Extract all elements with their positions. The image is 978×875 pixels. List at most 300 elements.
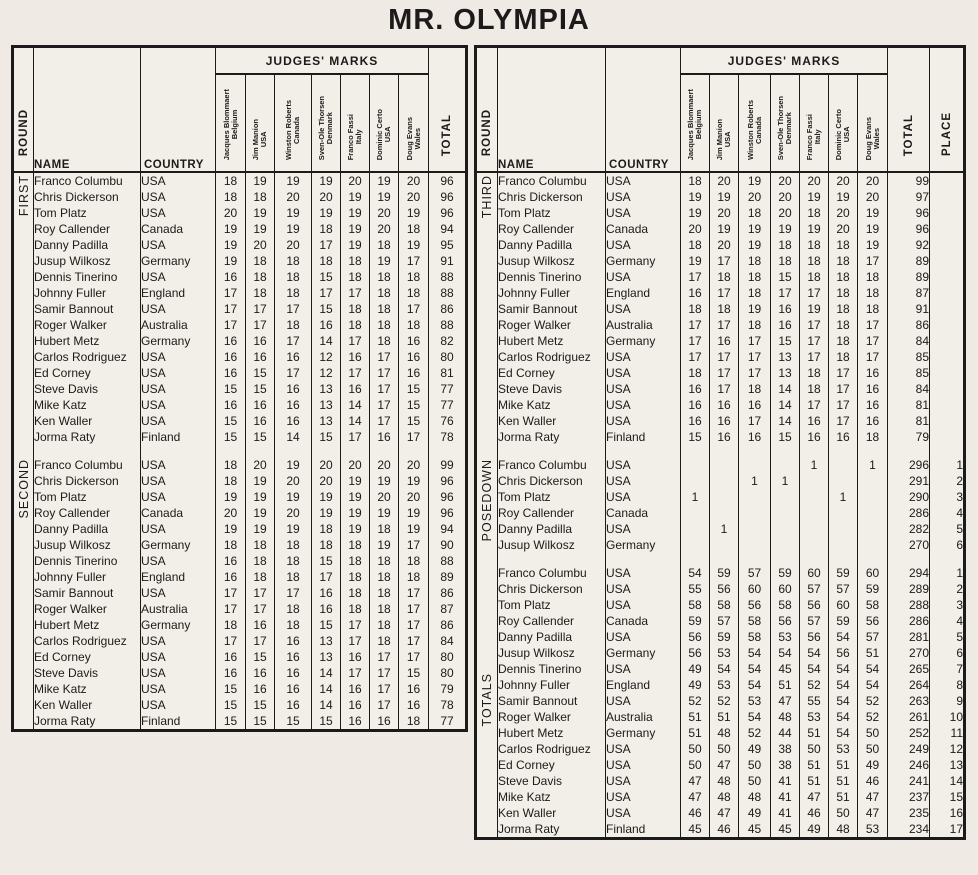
- total-score: 290: [888, 489, 930, 505]
- judge-mark: 16: [341, 697, 370, 713]
- judge-mark: 16: [771, 317, 800, 333]
- judge-header: [681, 74, 710, 172]
- judge-mark: 17: [216, 317, 246, 333]
- judge-mark: 54: [829, 709, 858, 725]
- judge-mark: 54: [800, 661, 829, 677]
- judge-mark: [800, 473, 829, 489]
- judge-mark: 16: [312, 601, 341, 617]
- judge-mark: 17: [399, 253, 429, 269]
- judge-mark: 20: [246, 457, 275, 473]
- judge-mark: 50: [710, 741, 739, 757]
- competitor-name: Carlos Rodriguez: [498, 741, 606, 757]
- total-score: 264: [888, 677, 930, 693]
- judge-mark: 19: [800, 221, 829, 237]
- judge-mark: 18: [370, 285, 399, 301]
- table-row: [13, 237, 467, 253]
- competitor-name: Carlos Rodriguez: [34, 633, 141, 649]
- table-row: [13, 317, 467, 333]
- competitor-country: Germany: [141, 253, 216, 269]
- judge-mark: 15: [216, 713, 246, 731]
- judge-mark: 50: [681, 741, 710, 757]
- judge-country: Italy: [813, 129, 822, 145]
- judge-mark: 14: [771, 413, 800, 429]
- judge-label: [687, 89, 703, 160]
- judge-label: [406, 117, 422, 160]
- country-header: COUNTRY: [141, 47, 216, 173]
- section-gap: [13, 445, 467, 457]
- judge-mark: 20: [275, 505, 312, 521]
- competitor-name: Ed Corney: [34, 365, 141, 381]
- judge-mark: 59: [710, 629, 739, 645]
- judge-label: [835, 109, 851, 160]
- competitor-country: Germany: [141, 617, 216, 633]
- judge-mark: 59: [858, 581, 888, 597]
- judge-mark: 18: [710, 301, 739, 317]
- judge-header: [370, 74, 399, 172]
- judge-mark: 1: [771, 473, 800, 489]
- judge-mark: [710, 489, 739, 505]
- judge-mark: 16: [275, 349, 312, 365]
- judge-mark: 19: [370, 473, 399, 489]
- judge-mark: [681, 473, 710, 489]
- place: 2: [930, 473, 965, 489]
- judge-mark: 19: [275, 205, 312, 221]
- judge-mark: 52: [858, 693, 888, 709]
- judge-mark: 18: [216, 172, 246, 189]
- total-score: 81: [429, 365, 467, 381]
- judge-mark: 16: [275, 665, 312, 681]
- table-row: [13, 665, 467, 681]
- competitor-name: Roy Callender: [34, 221, 141, 237]
- total-score: 86: [429, 585, 467, 601]
- table-row: [13, 365, 467, 381]
- judge-mark: 49: [858, 757, 888, 773]
- judge-mark: 18: [275, 601, 312, 617]
- total-score: 88: [429, 317, 467, 333]
- judge-mark: 17: [275, 301, 312, 317]
- judge-mark: 16: [858, 397, 888, 413]
- total-score: 77: [429, 713, 467, 731]
- total-score: 82: [429, 333, 467, 349]
- judge-mark: 19: [800, 301, 829, 317]
- judge-mark: 51: [829, 789, 858, 805]
- round-label-first: FIRST: [16, 175, 31, 217]
- competitor-name: Chris Dickerson: [498, 473, 606, 489]
- table-row: [476, 521, 965, 537]
- judge-mark: 54: [829, 677, 858, 693]
- judge-label: [806, 114, 822, 160]
- judge-mark: 15: [216, 381, 246, 397]
- table-row: [476, 489, 965, 505]
- place: 17: [930, 821, 965, 839]
- total-score: 265: [888, 661, 930, 677]
- judge-mark: 17: [399, 585, 429, 601]
- competitor-name: Hubert Metz: [34, 617, 141, 633]
- judge-mark: 16: [399, 697, 429, 713]
- judge-mark: 20: [370, 457, 399, 473]
- competitor-name: Mike Katz: [34, 681, 141, 697]
- table-row: [13, 585, 467, 601]
- judge-mark: 20: [399, 457, 429, 473]
- table-row: [476, 613, 965, 629]
- competitor-country: USA: [141, 585, 216, 601]
- judge-mark: 17: [681, 333, 710, 349]
- table-row: [13, 537, 467, 553]
- table-row: [13, 553, 467, 569]
- total-score: 95: [429, 237, 467, 253]
- competitor-name: Mike Katz: [498, 789, 606, 805]
- place: 4: [930, 505, 965, 521]
- judge-mark: 18: [341, 569, 370, 585]
- judge-mark: 17: [216, 285, 246, 301]
- table-row: [476, 473, 965, 489]
- judge-name: Doug Evans: [863, 116, 873, 160]
- judge-mark: 17: [216, 301, 246, 317]
- judge-mark: 19: [312, 505, 341, 521]
- judge-mark: [829, 473, 858, 489]
- judge-name: Winston Roberts: [745, 100, 755, 160]
- table-row: [13, 189, 467, 205]
- competitor-name: Johnny Fuller: [34, 285, 141, 301]
- competitor-country: USA: [141, 349, 216, 365]
- competitor-name: Roy Callender: [498, 221, 606, 237]
- judge-mark: 14: [341, 397, 370, 413]
- table-row: [476, 253, 965, 269]
- judge-mark: 16: [341, 649, 370, 665]
- judge-mark: 56: [739, 597, 771, 613]
- competitor-country: USA: [606, 805, 681, 821]
- judge-mark: 17: [739, 413, 771, 429]
- judge-mark: 16: [246, 333, 275, 349]
- judge-mark: 18: [370, 301, 399, 317]
- judge-mark: 54: [829, 629, 858, 645]
- judge-mark: 20: [370, 489, 399, 505]
- judge-mark: 19: [216, 237, 246, 253]
- judge-mark: [771, 537, 800, 553]
- judge-mark: 19: [216, 521, 246, 537]
- competitor-country: USA: [606, 629, 681, 645]
- total-score: 96: [888, 205, 930, 221]
- judge-country: Belgium: [229, 109, 239, 140]
- total-score: 234: [888, 821, 930, 839]
- judge-mark: 17: [771, 285, 800, 301]
- judge-mark: 18: [341, 301, 370, 317]
- judge-mark: 19: [341, 473, 370, 489]
- judge-mark: [739, 457, 771, 473]
- judge-mark: 18: [800, 365, 829, 381]
- competitor-country: USA: [606, 597, 681, 613]
- judge-mark: 18: [399, 713, 429, 731]
- competitor-name: Tom Platz: [498, 489, 606, 505]
- table-row: [13, 713, 467, 731]
- judge-mark: 38: [771, 741, 800, 757]
- competitor-name: Chris Dickerson: [34, 189, 141, 205]
- total-score: 96: [429, 189, 467, 205]
- judge-mark: 58: [681, 597, 710, 613]
- judge-mark: 47: [681, 773, 710, 789]
- judge-mark: 49: [681, 677, 710, 693]
- table-row: [13, 172, 467, 189]
- judge-mark: 18: [341, 553, 370, 569]
- judge-mark: 18: [216, 617, 246, 633]
- competitor-country: Canada: [606, 221, 681, 237]
- judge-mark: 18: [370, 633, 399, 649]
- place: [930, 349, 965, 365]
- competitor-name: Roger Walker: [498, 317, 606, 333]
- table-row: [13, 429, 467, 445]
- total-score: 286: [888, 613, 930, 629]
- judge-mark: 17: [312, 285, 341, 301]
- judge-mark: 15: [771, 429, 800, 445]
- judge-mark: 17: [399, 601, 429, 617]
- judge-mark: 19: [275, 489, 312, 505]
- judge-mark: 16: [216, 553, 246, 569]
- judge-mark: 15: [399, 665, 429, 681]
- judge-mark: 16: [739, 397, 771, 413]
- judge-mark: 18: [739, 317, 771, 333]
- place-header: PLACE: [930, 47, 965, 173]
- name-header: NAME: [34, 47, 141, 173]
- table-row: [13, 617, 467, 633]
- judge-mark: 17: [399, 301, 429, 317]
- total-score: 96: [429, 473, 467, 489]
- judge-name: Jim Manion: [251, 118, 260, 160]
- competitor-name: Jorma Raty: [498, 821, 606, 839]
- judge-mark: 48: [710, 725, 739, 741]
- judge-mark: 19: [739, 221, 771, 237]
- judge-mark: 16: [341, 381, 370, 397]
- judge-mark: 15: [246, 381, 275, 397]
- round-label-totals: TOTALS: [480, 673, 494, 727]
- table-row: [476, 581, 965, 597]
- judge-mark: 19: [370, 253, 399, 269]
- round-label-second: SECOND: [16, 459, 31, 519]
- judge-mark: 53: [858, 821, 888, 839]
- judge-mark: 56: [800, 597, 829, 613]
- place: 11: [930, 725, 965, 741]
- competitor-country: Canada: [141, 221, 216, 237]
- competitor-country: USA: [141, 189, 216, 205]
- judge-mark: 53: [739, 693, 771, 709]
- judge-mark: 53: [710, 677, 739, 693]
- judge-mark: 52: [710, 693, 739, 709]
- competitor-name: Jorma Raty: [34, 429, 141, 445]
- judge-mark: 17: [370, 681, 399, 697]
- judge-mark: 14: [312, 681, 341, 697]
- judge-mark: [771, 457, 800, 473]
- table-row: [476, 565, 965, 581]
- judge-mark: 19: [829, 189, 858, 205]
- judge-mark: 17: [800, 349, 829, 365]
- judge-mark: 54: [739, 677, 771, 693]
- judge-mark: 18: [246, 553, 275, 569]
- judge-mark: 15: [275, 713, 312, 731]
- competitor-name: Dennis Tinerino: [498, 269, 606, 285]
- judge-label: [347, 114, 363, 160]
- judge-mark: 17: [246, 601, 275, 617]
- place: [930, 301, 965, 317]
- judge-mark: 15: [399, 413, 429, 429]
- total-score: 88: [429, 269, 467, 285]
- judge-mark: 1: [710, 521, 739, 537]
- judge-mark: 18: [829, 349, 858, 365]
- competitor-country: USA: [141, 413, 216, 429]
- competitor-name: Mike Katz: [498, 397, 606, 413]
- total-score: 76: [429, 413, 467, 429]
- judge-mark: 19: [370, 189, 399, 205]
- competitor-name: Jusup Wilkosz: [498, 253, 606, 269]
- judge-mark: 18: [739, 285, 771, 301]
- judge-mark: [829, 457, 858, 473]
- judge-mark: 15: [246, 713, 275, 731]
- total-score: 79: [429, 681, 467, 697]
- competitor-country: USA: [141, 269, 216, 285]
- judge-header: [341, 74, 370, 172]
- total-score: 90: [429, 537, 467, 553]
- judge-name: Doug Evans: [404, 116, 414, 160]
- table-row: [476, 677, 965, 693]
- place: 1: [930, 565, 965, 581]
- table-row: [13, 505, 467, 521]
- judge-mark: 16: [341, 713, 370, 731]
- competitor-name: Jorma Raty: [498, 429, 606, 445]
- competitor-country: USA: [141, 553, 216, 569]
- competitor-name: Carlos Rodriguez: [498, 349, 606, 365]
- judge-mark: 46: [800, 805, 829, 821]
- judge-name: Sven-Ole Thorsen: [317, 95, 326, 160]
- judge-name: Jacques Blommaert: [221, 88, 231, 160]
- judge-mark: 18: [370, 585, 399, 601]
- judge-mark: 17: [710, 349, 739, 365]
- judge-mark: 1: [800, 457, 829, 473]
- competitor-country: USA: [606, 205, 681, 221]
- competitor-country: USA: [606, 565, 681, 581]
- place: [930, 189, 965, 205]
- judge-mark: 51: [771, 677, 800, 693]
- total-score: 86: [888, 317, 930, 333]
- judge-mark: 16: [710, 429, 739, 445]
- judge-mark: 15: [312, 617, 341, 633]
- competitor-name: Samir Bannout: [498, 693, 606, 709]
- competitor-name: Jusup Wilkosz: [498, 537, 606, 553]
- total-score: 235: [888, 805, 930, 821]
- judge-mark: [800, 489, 829, 505]
- total-score: 85: [888, 365, 930, 381]
- judge-mark: 14: [771, 397, 800, 413]
- total-score: 237: [888, 789, 930, 805]
- total-score: 249: [888, 741, 930, 757]
- judge-mark: 18: [312, 521, 341, 537]
- judge-mark: 16: [341, 349, 370, 365]
- judge-mark: 18: [312, 221, 341, 237]
- total-score: 84: [429, 633, 467, 649]
- judge-mark: 18: [275, 553, 312, 569]
- judge-mark: 59: [681, 613, 710, 629]
- total-score: 84: [888, 333, 930, 349]
- judge-mark: 16: [858, 381, 888, 397]
- competitor-country: Germany: [606, 333, 681, 349]
- judge-mark: 46: [681, 805, 710, 821]
- table-row: [476, 269, 965, 285]
- judge-mark: 19: [246, 205, 275, 221]
- round-label-posedown: POSEDOWN: [480, 459, 494, 542]
- table-row: [476, 429, 965, 445]
- judge-mark: 18: [246, 269, 275, 285]
- judge-mark: 20: [829, 205, 858, 221]
- judge-mark: 47: [771, 693, 800, 709]
- judge-mark: 17: [370, 381, 399, 397]
- competitor-country: USA: [606, 172, 681, 189]
- competitor-country: USA: [141, 681, 216, 697]
- competitor-name: Ken Waller: [34, 413, 141, 429]
- judges-marks-header: JUDGES' MARKS: [681, 47, 888, 75]
- total-score: 86: [429, 301, 467, 317]
- judge-mark: 16: [399, 365, 429, 381]
- judge-mark: 18: [216, 537, 246, 553]
- judge-mark: 16: [710, 413, 739, 429]
- judge-mark: 18: [370, 333, 399, 349]
- place: [930, 317, 965, 333]
- judge-mark: 16: [275, 697, 312, 713]
- total-score: 81: [888, 413, 930, 429]
- total-score: 97: [888, 189, 930, 205]
- judge-mark: 50: [858, 741, 888, 757]
- table-row: [476, 741, 965, 757]
- judge-mark: 16: [216, 269, 246, 285]
- competitor-name: Franco Columbu: [498, 172, 606, 189]
- judge-mark: 47: [858, 789, 888, 805]
- table-row: [476, 285, 965, 301]
- judge-mark: 49: [800, 821, 829, 839]
- total-score: 80: [429, 349, 467, 365]
- judge-header: [829, 74, 858, 172]
- table-row: [476, 597, 965, 613]
- judge-mark: [681, 457, 710, 473]
- judge-mark: 53: [829, 741, 858, 757]
- table-row: [13, 521, 467, 537]
- judge-name: Sven-Ole Thorsen: [776, 95, 785, 160]
- judge-mark: 15: [216, 413, 246, 429]
- judge-mark: 18: [341, 317, 370, 333]
- competitor-country: USA: [606, 789, 681, 805]
- judge-mark: 17: [739, 365, 771, 381]
- judge-mark: 19: [246, 521, 275, 537]
- judge-mark: 16: [710, 397, 739, 413]
- judge-mark: 18: [800, 253, 829, 269]
- judge-mark: 18: [370, 617, 399, 633]
- table-row: [476, 221, 965, 237]
- judge-mark: 20: [216, 505, 246, 521]
- judge-mark: 20: [399, 489, 429, 505]
- judge-mark: [829, 505, 858, 521]
- judge-mark: 13: [771, 365, 800, 381]
- judge-mark: [739, 505, 771, 521]
- judge-mark: 17: [399, 617, 429, 633]
- judge-mark: 60: [739, 581, 771, 597]
- judge-mark: 20: [341, 172, 370, 189]
- judge-mark: 19: [399, 505, 429, 521]
- judges-marks-header: JUDGES' MARKS: [216, 47, 429, 75]
- competitor-name: Ken Waller: [498, 413, 606, 429]
- competitor-name: Samir Bannout: [34, 585, 141, 601]
- total-score: 77: [429, 381, 467, 397]
- judge-mark: 51: [681, 725, 710, 741]
- judge-mark: 20: [710, 205, 739, 221]
- judge-mark: 17: [370, 649, 399, 665]
- total-score: 261: [888, 709, 930, 725]
- judge-country: USA: [842, 126, 851, 143]
- judge-mark: 1: [739, 473, 771, 489]
